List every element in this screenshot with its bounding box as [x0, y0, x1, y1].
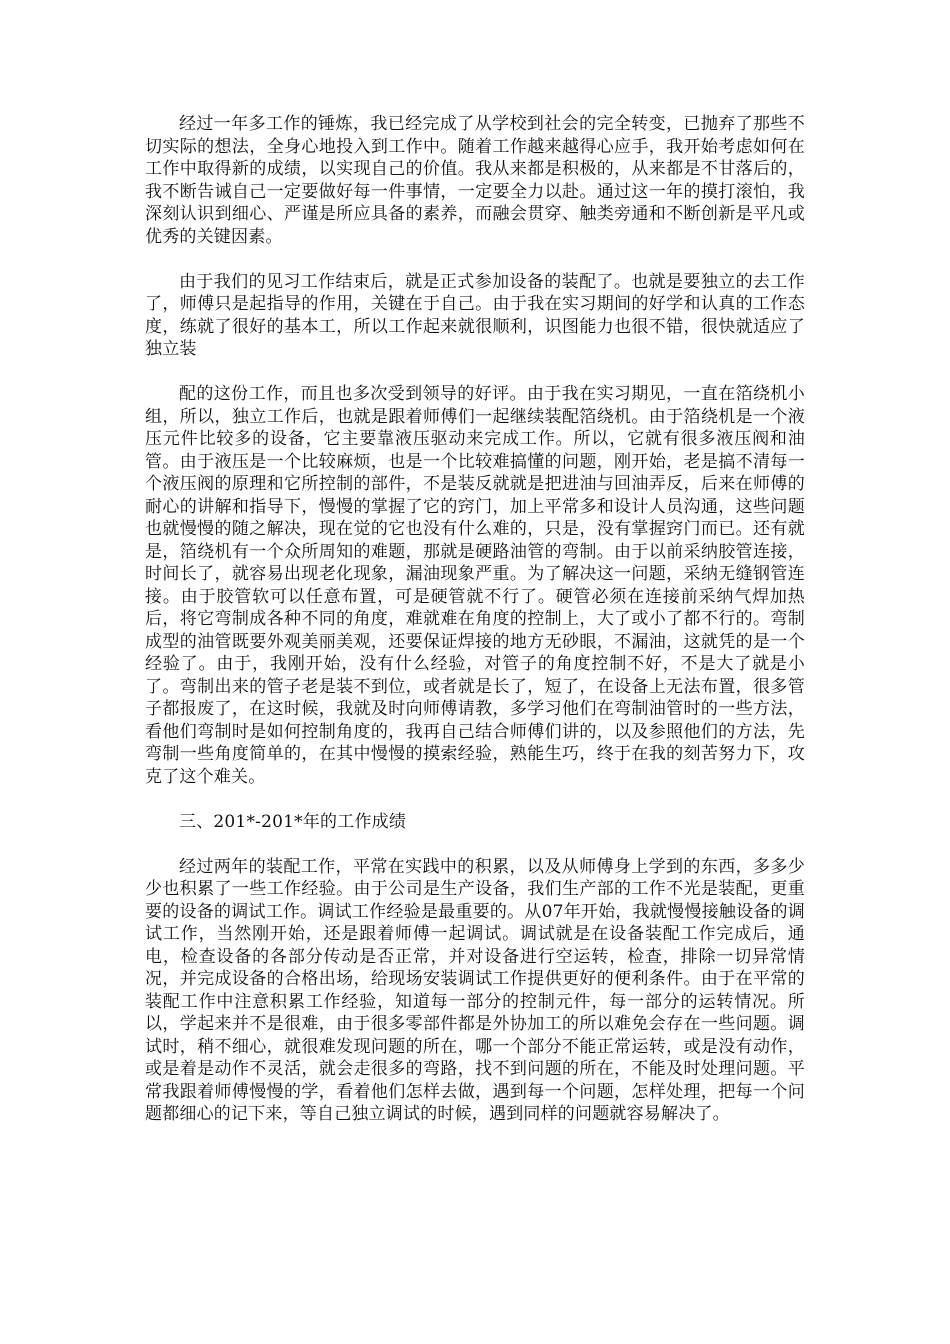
document-body: [145, 113, 805, 1148]
paragraph-1: 经过一年多工作的锤炼，我已经完成了从学校到社会的完全转变，已抛弃了那些不切实际的想法，全身心地投入到工作中。随着工作越来越得心应手，我开始考虑如何在工作中取得新的成绩，以实现自己的价值。我从来都是积极的，从来都是不甘落后的，我不断告诫自己一定要做好每一件事情，一定要全力以赴。通过这一年的摸打滚怕，我深刻认识到细心、严谨是所应具备的素养，而融会贯穿、触类旁通和不断创新是平凡或优秀的关键因素。: [145, 114, 805, 247]
paragraph-3: 配的这份工作，而且也多次受到领导的好评。由于我在实习期见，一直在箔绕机小组，所以，独立工作后，也就是跟着师傅们一起继续装配箔绕机。由于箔绕机是一个液压元件比较多的设备，它主要靠液压驱动来完成工作。所以，它就有很多液压阀和油管。由于液压是一个比较麻烦，也是一个比较难搞懂的问题，刚开始，老是搞不清每一个液压阀的原理和它所控制的部件，不是装反就就是把进油与回油弄反，后来在师傅的耐心的讲解和指导下，慢慢的掌握了它的窍门，加上平常多和设计人员沟通，这些问题也就慢慢的随之解决，现在觉的它也没有什么难的，只是，没有掌握窍门而已。还有就是，箔绕机有一个众所周知的难题，那就是硬路油管的弯制。由于以前采纳胶管连接，时间长了，就容易出现老化现象，漏油现象严重。为了解决这一问题，采纳无缝钢管连接。由于胶管软可以任意布置，可是硬管就不行了。硬管必须在连接前采纳气焊加热后，将它弯制成各种不同的角度，难就难在角度的控制上，大了或小了都不行的。弯制成型的油管既要外观美丽美观，还要保证焊接的地方无砂眼，不漏油，这就凭的是一个经验了。由于，我刚开始，没有什么经验，对管子的角度控制不好，不是大了就是小了。弯制出来的管子老是装不到位，或者就是长了，短了，在设备上无法布置，很多管子都报废了，在这时候，我就及时向师傅请教，多学习他们在弯制油管时的一些方法，看他们弯制时是如何控制角度的，我再自己结合师傅们讲的，以及参照他们的方法，先弯制一些角度简单的，在其中慢慢的摸索经验，熟能生巧，终于在我的刻苦努力下，攻克了这个难关。: [145, 384, 805, 787]
section-heading: 三、201*-201*年的工作成绩: [179, 811, 407, 832]
paragraph-2: 由于我们的见习工作结束后，就是正式参加设备的装配了。也就是要独立的去工作了，师傅只是起指导的作用，关键在于自己。由于我在实习期间的好学和认真的工作态度，练就了很好的基本工，所以工作起来就很顺利，识图能力也很不错，很快就适应了独立装: [145, 271, 805, 359]
paragraph-4: 经过两年的装配工作，平常在实践中的积累，以及从师傅身上学到的东西，多多少少也积累了一些工作经验。由于公司是生产设备，我们生产部的工作不光是装配，更重要的设备的调试工作。调试工作经验是最重要的。从07年开始，我就慢慢接触设备的调试工作，当然刚开始，还是跟着师傅一起调试。调试就是在设备装配工作完成后，通电，检查设备的各部分传动是否正常，并对设备进行空运转，检查，排除一切异常情况，并完成设备的合格出场，给现场安装调试工作提供更好的便利条件。由于在平常的装配工作中注意积累工作经验，知道每一部分的控制元件，每一部分的运转情况。所以，学起来并不是很难，由于很多零部件都是外协加工的所以难免会存在一些问题。调试时，稍不细心，就很难发现问题的所在，哪一个部分不能正常运转，或是没有动作，或是着是动作不灵活，就会走很多的弯路，找不到问题的所在，不能及时处理问题。平常我跟着师傅慢慢的学，看着他们怎样去做，遇到每一个问题，怎样处理，把每一个问题都细心的记下来，等自己独立调试的时候，遇到同样的问题就容易解决了。: [145, 856, 805, 1124]
